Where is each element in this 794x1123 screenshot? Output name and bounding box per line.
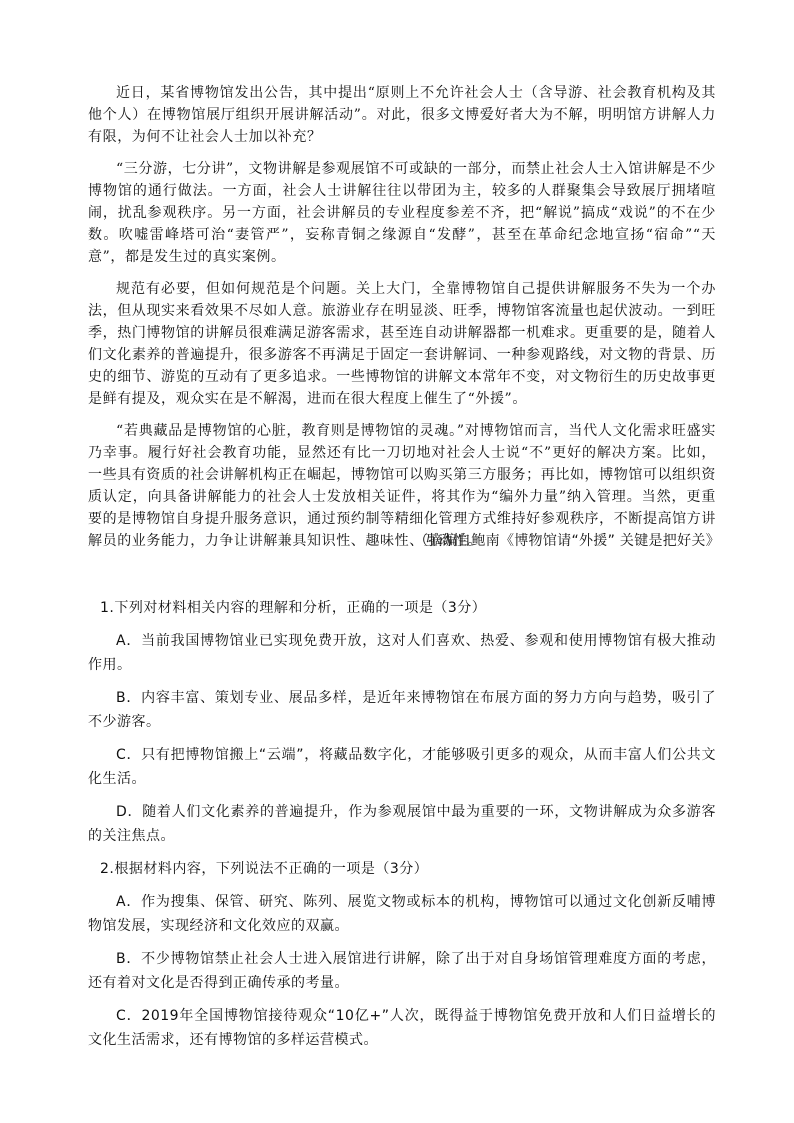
question-2-option-c: C．2019年全国博物馆接待观众“10亿+”人次，既得益于博物馆免费开放和人们日益增长的文化生活需求，还有博物馆的多样运营模式。 [88, 1008, 716, 1048]
passage-source-citation: （摘编自鲍南《博物馆请“外援” 关键是把好关》 [414, 533, 720, 549]
passage-paragraph-2: “三分游，七分讲”，文物讲解是参观展馆不可或缺的一部分，而禁止社会人士入馆讲解是不少博物馆的通行做法。一方面，社会人士讲解往往以带团为主，较多的人群聚集会导致展厅拥堵喧闹，扰乱参观秩序。另一方面，社会讲解员的专业程度参差不齐，把“解说”搞成“戏说”的不在少数。吹嘘雷峰塔可治“妻管严”，妄称青铜之缘源自“发酵”，甚至在革命纪念地宣扬“宿命”“天意”，都是发生过的真实案例。 [88, 161, 716, 265]
question-1-stem: 1.下列对材料相关内容的理解和分析，正确的一项是（3分） [100, 600, 487, 616]
question-2 [88, 857, 716, 1052]
question-2-option-a: A．作为搜集、保管、研究、陈列、展览文物或标本的机构，博物馆可以通过文化创新反哺博物馆发展，实现经济和文化效应的双赢。 [88, 894, 716, 934]
question-1-option-b: B．内容丰富、策划专业、展品多样，是近年来博物馆在布展方面的努力方向与趋势，吸引了不少游客。 [88, 690, 716, 730]
question-2-stem: 2.根据材料内容，下列说法不正确的一项是（3分） [100, 861, 429, 877]
passage-last-paragraph-wrapper [88, 420, 720, 552]
question-section [88, 596, 716, 1061]
reading-passage [88, 82, 720, 562]
question-2-option-b: B．不少博物馆禁止社会人士进入展馆进行讲解，除了出于对自身场馆管理难度方面的考虑，还有着对文化是否得到正确传承的考量。 [88, 951, 716, 991]
passage-paragraph-1: 近日，某省博物馆发出公告，其中提出“原则上不允许社会人士（含导游、社会教育机构及其他个人）在博物馆展厅组织开展讲解活动”。对此，很多文博爱好者大为不解，明明馆方讲解人力有限，为何不让社会人士加以补充？ [88, 85, 716, 145]
question-1-option-a: A．当前我国博物馆业已实现免费开放，这对人们喜欢、热爱、参观和使用博物馆有极大推动作用。 [88, 633, 716, 673]
passage-paragraph-3: 规范有必要，但如何规范是个问题。关上大门，全靠博物馆自己提供讲解服务不失为一个办法，但从现实来看效果不尽如人意。旅游业存在明显淡、旺季，博物馆客流量也起伏波动。一到旺季，热门博物馆的讲解员很难满足游客需求，甚至连自动讲解器都一机难求。更重要的是，随着人们文化素养的普遍提升，很多游客不再满足于固定一套讲解词、一种参观路线，对文物的背景、历史的细节、游览的互动有了更多追求。一些博物馆的讲解文本常年不变，对文物衍生的历史故事更是鲜有提及，观众实在是不解渴，进而在很大程度上催生了“外援”。 [88, 281, 716, 407]
passage-paragraph-4: “若典藏品是博物馆的心脏，教育则是博物馆的灵魂。”对博物馆而言，当代人文化需求旺盛实乃幸事。履行好社会教育功能，显然还有比一刀切地对社会人士说“不”更好的解决方案。比如，一些具有资质的社会讲解机构正在崛起，博物馆可以购买第三方服务；再比如，博物馆可以组织资质认定，向具备讲解能力的社会人士发放相关证件，将其作为“编外力量”纳入管理。当然，更重要的是博物馆自身提升服务意识，通过预约制等精细化管理方式维持好参观秩序，不断提高馆方讲解员的业务能力，力争让讲解兼具知识性、趣味性、互动性。 [88, 423, 716, 549]
question-1-option-c: C．只有把博物馆搬上“云端”，将藏品数字化，才能够吸引更多的观众，从而丰富人们公共文化生活。 [88, 747, 716, 787]
question-1-option-d: D．随着人们文化素养的普遍提升，作为参观展馆中最为重要的一环，文物讲解成为众多游客的关注焦点。 [88, 804, 716, 844]
question-1 [88, 596, 716, 848]
